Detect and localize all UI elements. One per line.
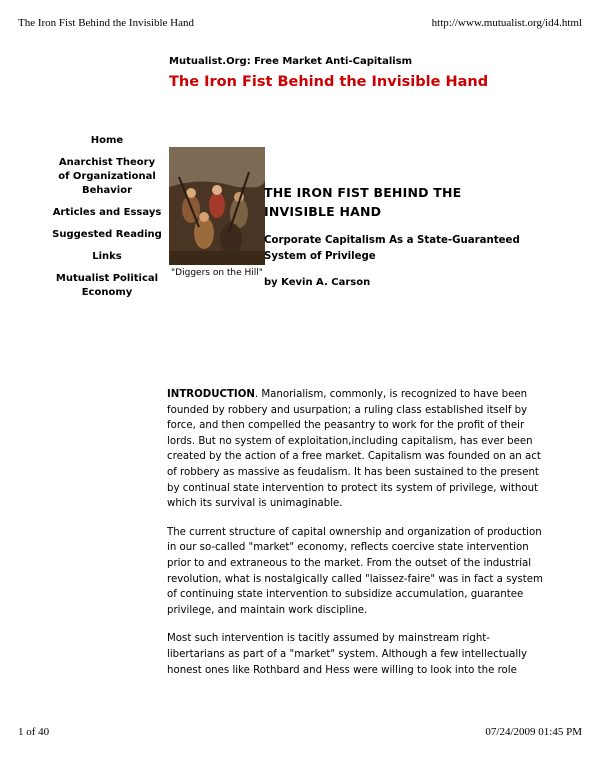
print-timestamp: 07/24/2009 01:45 PM <box>485 726 582 738</box>
article-body <box>167 387 547 691</box>
page-count: 1 of 40 <box>18 726 50 738</box>
painting-caption: "Diggers on the Hill" <box>171 268 263 278</box>
article-subtitle: Corporate Capitalism As a State-Guaranteed System of Privilege <box>264 235 520 262</box>
site-tagline: Mutualist.Org: Free Market Anti-Capitalism <box>169 56 413 67</box>
nav-link-articles[interactable]: Articles and Essays <box>52 207 162 218</box>
paragraph-text: . Manorialism, commonly, is recognized to have been founded by robbery and usurpation; a ruling class established itself by force, and then compelled the peasantry to work for the profit of their lords. But no system of exploitation,including capitalism, has ever been created by the action of a free market. Capitalism was founded on an act of robbery as massive as feudalism. It has been sustained to the present by continual state intervention to protect its system of privilege, without which its survival is unimaginable. <box>167 389 541 510</box>
painting-image <box>169 147 265 265</box>
print-header <box>18 17 582 29</box>
print-header-url: http://www.mutualist.org/id4.html <box>431 17 582 29</box>
nav-link-suggested-reading[interactable]: Suggested Reading <box>52 229 162 240</box>
page-title: The Iron Fist Behind the Invisible Hand <box>169 74 489 90</box>
print-footer <box>18 726 582 738</box>
print-header-title: The Iron Fist Behind the Invisible Hand <box>18 17 194 29</box>
diggers-painting <box>169 147 265 265</box>
paragraph: Most such intervention is tacitly assumed by mainstream right-libertarians as part of a "market" system. Although a few intellectually honest ones like Rothbard and Hess were willing to look into the role <box>167 633 528 676</box>
nav-link-links[interactable]: Links <box>92 251 122 262</box>
nav-link-political-economy[interactable]: Mutualist Political Economy <box>55 273 159 298</box>
introduction-heading: INTRODUCTION <box>167 389 255 400</box>
nav-link-home[interactable]: Home <box>90 135 124 146</box>
paragraph: The current structure of capital ownership and organization of production in our so-called "market" economy, reflects coercive state intervention prior to and extraneous to the market. From the outset of the industrial revolution, what is nostalgically called "laissez-faire" was in fact a system of continuing state intervention to subsidize accumulation, guarantee privilege, and maintain work discipline. <box>167 526 543 616</box>
article-title: THE IRON FIST BEHIND THE INVISIBLE HAND <box>264 185 462 219</box>
nav-link-anarchist-theory[interactable]: Anarchist Theory of Organizational Behavior <box>58 157 156 196</box>
article-byline: by Kevin A. Carson <box>264 277 371 288</box>
paragraph-introduction <box>167 387 547 512</box>
sidebar-nav <box>52 134 162 308</box>
